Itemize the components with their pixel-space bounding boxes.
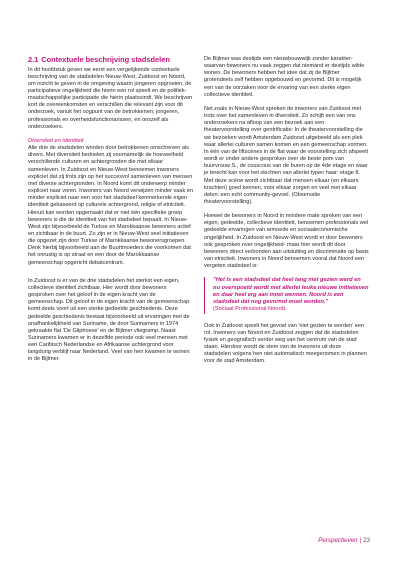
pull-quote	[204, 277, 369, 313]
subheading-diversity: Diversiteit en identiteit	[28, 137, 84, 144]
bijlmer-paragraph: De Bijlmer was destijds een nieuwbouwwijk zonder karakter- waarvan bewoners nu vaak zeggen dat niemand er destijds wilde wonen. De bewoners hebben het idee dat zij de Bijlmer grotendeels zelf hebben opgebouwd en gevormd. Dit is mogelijk een van de oorzaken voor de ervaring van een sterke eigen collectieve identiteit.	[204, 56, 365, 98]
section-title: Contextuele beschrijving stadsdelen	[41, 55, 170, 64]
zuidoost-paragraph: In Zuidoost is er van de drie stadsdelen het sterkst een eigen, collectieve identiteit zichtbaar. Hier wordt door bewoners gesproken over het geloof in de eigen kracht van de gemeenschap. Dit geloof in de eigen kracht van de gemeenschap komt deels voort uit een sterke gedeelde geschiedenis. Deze gedeelde geschiedenis bestaat bijvoorbeeld uit ervaringen met de onafhankelijkheid van Suriname, de door Surinamers in 1974 gekraakte flat 'De Gliphoeve' en de Bijlmer vliegramp. Naast Surinamers kwamen er in dezelfde periode ook veel mensen met een Caribisch Nederlandse en Afrikaanse achtergrond voor langdurig verblijf naar Nederland. Veel van hen kwamen te wonen in de Bijlmer.	[28, 277, 190, 363]
right-column	[204, 56, 369, 373]
footer-label: Perspectieven	[318, 537, 358, 544]
quote-source: (Sociaal Professional Noord).	[213, 306, 287, 313]
page-number: 23	[363, 537, 370, 544]
nieuw-west-paragraph: Net zoals in Nieuw-West spreken de inwoners van Zuidoost met trots over het samenleven in diversiteit. Zo schijft een van ons onderzoekers na afloop van een bezoek aan een theatervoorstelling over gentrificatie: In de theatervoorstelling die we bezoeken wordt Amsterdam Zuidoost uitgebeeld als een plek waar allerlei culturen samen komen en een gemeenschap vormen. In één van de liftscènes in de flat waar de voorstelling zich afspeelt wordt er onder andere gesproken over de beste pom van buurvrouw S., de couscous van de buren op de 4de etage en waar je terecht kan voor het slechten van allerlei typen haar: etage 8. Met deze scène wordt zichtbaar dat mensen elkaar (en elkaars krachten) goed kennen, voor elkaar zorgen en veel met elkaar delen: een echt community-gevoel. (Observatie theatervoorstelling).	[204, 105, 369, 205]
diversity-paragraph: Alle drie de stadsdelen worden door betrokkenen omschreven als divers. Met diversiteit bedoelen zij voornamelijk de hoeveelheid verschillende culturen en achtergronden die met elkaar samenleven. In Zuidoost en Nieuw-West benoemen inwoners expliciet dat zij trots zijn op het succesvol samenleven van mensen met diverse achtergronden. In Noord komt dit onderwerp minder expliciet naar voren. Inwoners van Noord verwijzen minder vaak en minder expliciet naar een voor het stadsdeel kenmerkende eigen identiteit gebaseerd op culturele achtergrond, religie of etniciteit. Hieruit kan worden opgemaakt dat er niet één specifieke groep bewoners is die de identiteit van het stadsdeel bepaalt. In Nieuw-West zijn bijvoorbeeld de Turkse en Marokkaanse bewoners actief en zichtbaar in de buurt. Zo zijn er in Nieuw-West veel initiatieven die opgezet zijn door Turkse of Marokkaanse bewonersgroepen. Denk hierbij bijvoorbeeld aan de Buurtmoeders die voorkomen dat het onrustig is op straat en een door de Marokkaanse gemeenschap opgericht debatcentrum.	[28, 145, 193, 266]
page-footer	[318, 537, 370, 545]
intro-paragraph: In dit hoofdstuk geven we eerst een vergelijkende contextuele beschrijving van de stadsdelen Nieuw-West, Zuidoost en Noord, om inzicht te geven in de omgeving waarin jongeren opgroeien, de participatieve ongelijkheid die hierin een rol speelt en de politiek-maatschappelijke participatie die hierin plaatsvindt. We beschrijven kort de overeenkomsten en verschillen die relevant zijn voor dit onderzoek, vanuit het oogpunt van de betrokkenen; jongeren, professionals en overheidsfunctionarissen, en onszelf als onderzoekers.	[28, 66, 193, 130]
footer-separator: |	[359, 537, 362, 544]
quote-text: "Het is een stadsdeel dat heel lang niet gezien werd en nu overspoeld wordt met allerlei leuke nieuwe initiatieven en daar heel erg aan moet wennen. Noord is een stadsdeel dat nog gevormd moet worden."	[213, 277, 369, 306]
noord-paragraph: Hoewel de bewoners in Noord in mindere mate spreken van een eigen, gedeelde, collectieve identiteit, benoemen professionals wel gedeelde ervaringen van armoede en sociaaleconomische ongelijkheid. In Zuidoost en Nieuw-West wordt er door bewoners ook gesproken over ongelijkheid- maar hier wordt dit door bewoners direct verbonden aan uitsluiting en discriminatie op basis van etniciteit. Inwoners in Noord benoemen vooral dat Noord een vergeten stadsdeel is:	[204, 213, 369, 270]
not-seen-paragraph: Ook in Zuidoost speelt het gevoel van 'niet gezien te worden' een rol. Inwoners van Noord en Zuidoost zeggen dat de stadsdelen fysiek en geografisch verder weg van het centrum van de stad staan. Hierdoor wordt de stem van de inwoners uit deze stadsdelen volgens hen niet automatisch meegenomen in plannen voor de stad Amsterdam.	[204, 322, 367, 365]
section-number: 2.1	[28, 55, 39, 64]
section-heading	[28, 56, 193, 65]
left-column	[28, 56, 193, 371]
